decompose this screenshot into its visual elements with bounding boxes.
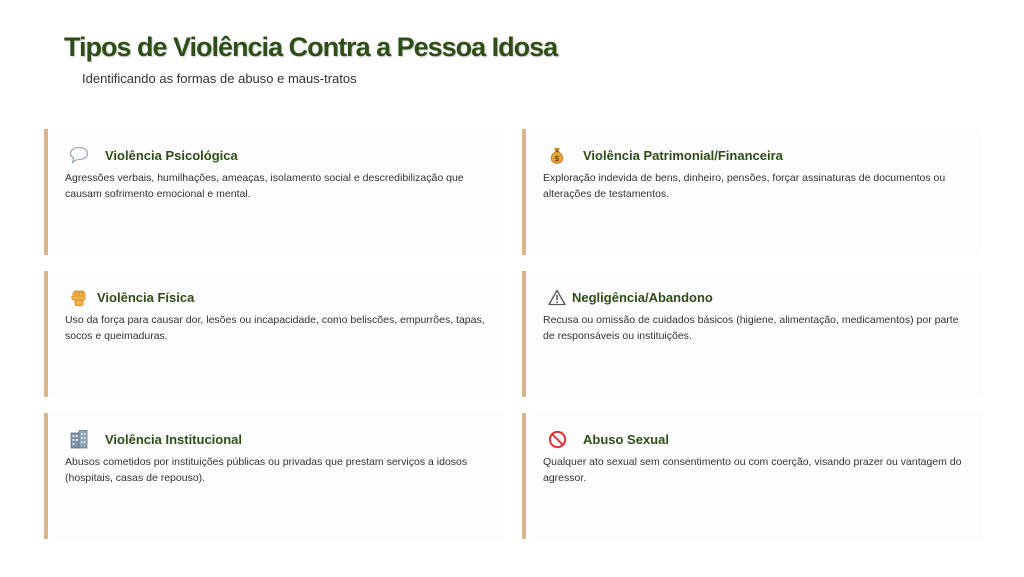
card-title: Violência Psicológica: [105, 147, 238, 163]
card-title: Violência Física: [97, 289, 195, 305]
card-title: Abuso Sexual: [583, 431, 669, 447]
prohibited-icon: [546, 428, 568, 450]
violence-types-grid: [44, 129, 1004, 539]
money-bag-icon: [546, 144, 568, 166]
card-description: Qualquer ato sexual sem consentimento ou com coerção, visando prazer ou vantagem do agressor.: [543, 456, 962, 484]
card-description: Agressões verbais, humilhações, ameaças, isolamento social e descredibilização que causam sofrimento emocional e mental.: [65, 172, 464, 200]
svg-text:$: $: [554, 154, 560, 163]
card-header: [543, 144, 966, 166]
card-header: [543, 428, 966, 450]
page-title: Tipos de Violência Contra a Pessoa Idosa: [64, 32, 558, 62]
card-violencia-patrimonial: [522, 129, 982, 255]
card-description: Exploração indevida de bens, dinheiro, pensões, forçar assinaturas de documentos ou alterações de testamentos.: [543, 172, 946, 200]
speech-bubble-icon: [68, 144, 90, 166]
raised-fist-icon: [68, 286, 90, 308]
building-icon: [68, 428, 90, 450]
card-header: [65, 428, 488, 450]
card-description: Uso da força para causar dor, lesões ou incapacidade, como beliscões, empurrões, tapas, socos e queimaduras.: [65, 314, 485, 342]
card-header: [65, 144, 488, 166]
card-negligencia-abandono: [522, 271, 982, 397]
card-violencia-institucional: [44, 413, 504, 539]
card-description: Abusos cometidos por instituições públicas ou privadas que prestam serviços a idosos (hospitais, casas de repouso).: [65, 456, 468, 484]
card-header: [543, 286, 966, 308]
card-abuso-sexual: [522, 413, 982, 539]
card-title: Negligência/Abandono: [572, 289, 713, 305]
card-violencia-fisica: [44, 271, 504, 397]
card-title: Violência Institucional: [105, 431, 243, 447]
card-description: Recusa ou omissão de cuidados básicos (higiene, alimentação, medicamentos) por parte de responsáveis ou instituições.: [543, 314, 959, 342]
card-title: Violência Patrimonial/Financeira: [583, 147, 783, 163]
card-header: [65, 286, 488, 308]
page-subtitle: Identificando as formas de abuso e maus-tratos: [82, 71, 357, 86]
warning-icon: [546, 286, 568, 308]
card-violencia-psicologica: [44, 129, 504, 255]
